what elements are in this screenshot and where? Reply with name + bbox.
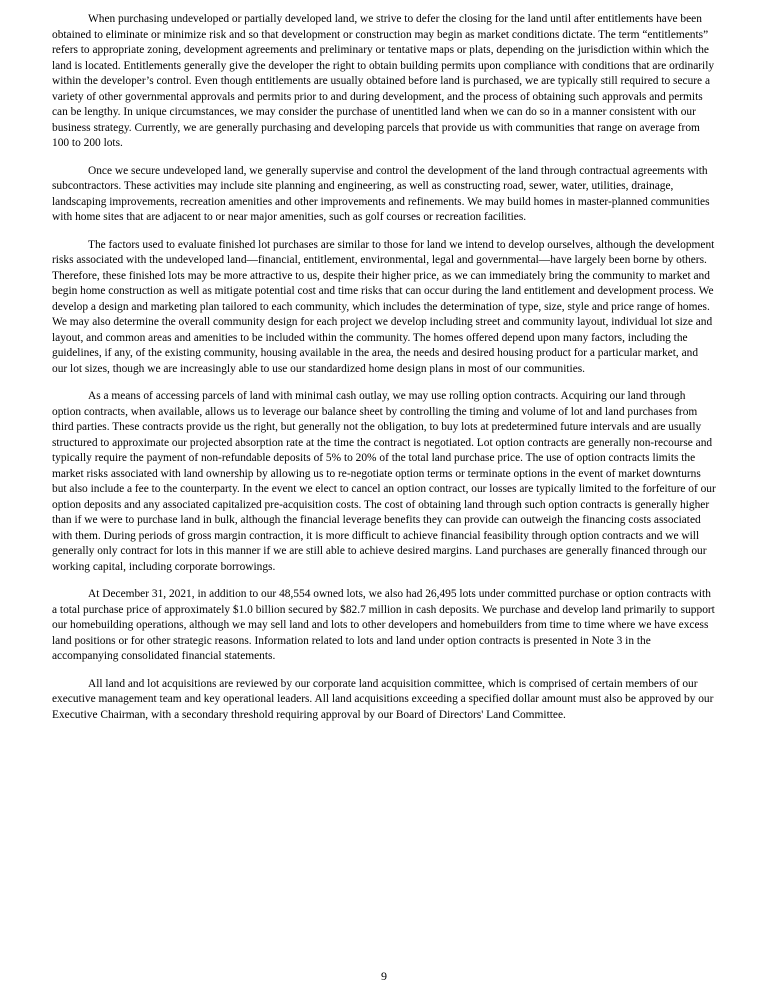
paragraph-lot-holdings: At December 31, 2021, in addition to our 48,554 owned lots, we also had 26,495 lots under committed purchase or option contracts with a total purchase price of approximately $1.0 billion secured by $82.7 million in cash deposits. We purchase and develop land primarily to support our homebuilding operations, although we may sell land and lots to other developers and homebuilders from time to time where we have excess land positions or for other strategic reasons. Information related to lots and land under option contracts is presented in Note 3 in the accompanying consolidated financial statements. — [52, 588, 715, 662]
paragraph-land-entitlements: When purchasing undeveloped or partially developed land, we strive to defer the closing for the land until after entitlements have been obtained to eliminate or minimize risk and so that development or construction may begin as market conditions dictate. The term “entitlements” refers to appropriate zoning, development agreements and preliminary or tentative maps or plats, depending on the jurisdiction within which the land is located. Entitlements generally give the developer the right to obtain building permits upon compliance with conditions that are ordinarily within the developer’s control. Even though entitlements are usually obtained before land is purchased, we are typically still required to secure a variety of other governmental approvals and permits prior to and during development, and the process of obtaining such approvals and permits can be lengthy. In unique circumstances, we may consider the purchase of unentitled land when we can do so in a manner consistent with our business strategy. Currently, we are generally purchasing and developing parcels that provide us with communities that range on average from 100 to 200 lots. — [52, 13, 715, 149]
paragraph-finished-lots: The factors used to evaluate finished lot purchases are similar to those for land we intend to develop ourselves, although the development risks associated with the undeveloped land—financial, entitlement, environmental, legal and governmental—have largely been borne by others. Therefore, these finished lots may be more attractive to us, despite their higher price, as we can immediately bring the community to market and begin home construction as well as mitigate potential cost and time risks that can occur during the land entitlement and development process. We develop a design and marketing plan tailored to each community, which includes the determination of type, size, style and price range of homes. We may also determine the overall community design for each project we develop including street and community layout, individual lot size and layout, and common areas and amenities to be included within the community. The homes offered depend upon many factors, including the guidelines, if any, of the existing community, housing available in the area, the needs and desired housing product for a particular market, and our lot sizes, though we are increasingly able to use our standardized home design plans in most of our communities. — [52, 238, 715, 375]
paragraph-land-development: Once we secure undeveloped land, we generally supervise and control the development of the land through contractual agreements with subcontractors. These activities may include site planning and engineering, as well as constructing road, sewer, water, utilities, drainage, landscaping improvements, recreation amenities and other improvements and refinements. We may build homes in master-planned communities with home sites that are adjacent to or near major amenities, such as golf courses or recreation facilities. — [52, 164, 710, 223]
paragraph-acquisition-review: All land and lot acquisitions are reviewed by our corporate land acquisition committee, which is comprised of certain members of our executive management team and key operational leaders. All land acquisitions exceeding a specified dollar amount must also be approved by our Executive Chairman, with a secondary threshold requiring approval by our Board of Directors' Land Committee. — [52, 677, 714, 721]
page-number: 9 — [381, 969, 387, 983]
document-page — [52, 12, 716, 735]
paragraph-option-contracts: As a means of accessing parcels of land with minimal cash outlay, we may use rolling option contracts. Acquiring our land through option contracts, when available, allows us to leverage our balance sheet by controlling the timing and volume of lot and land purchases from third parties. These contracts provide us the right, but generally not the obligation, to buy lots at predetermined future intervals and are usually structured to approximate our projected absorption rate at the time the contract is negotiated. Lot option contracts are generally non-recourse and typically require the payment of non-refundable deposits of 5% to 20% of the total land purchase price. The use of option contracts limits the market risks associated with land ownership by allowing us to re-negotiate option terms or terminate options in the event of market downturns but also include a fee to the counterparty. In the event we elect to cancel an option contract, our losses are typically limited to the forfeiture of our option deposits and any associated capitalized pre-acquisition costs. The cost of obtaining land through such option contracts is generally higher than if we were to purchase land in bulk, although the financial leverage benefits they can provide can outweigh the financing costs associated with them. During periods of gross margin contraction, it is more difficult to achieve financial feasibility through option contracts and we will generally only contract for lots in this manner if we are still able to achieve desired margins. Land purchases are generally financed through our working capital, including corporate borrowings. — [52, 390, 716, 573]
